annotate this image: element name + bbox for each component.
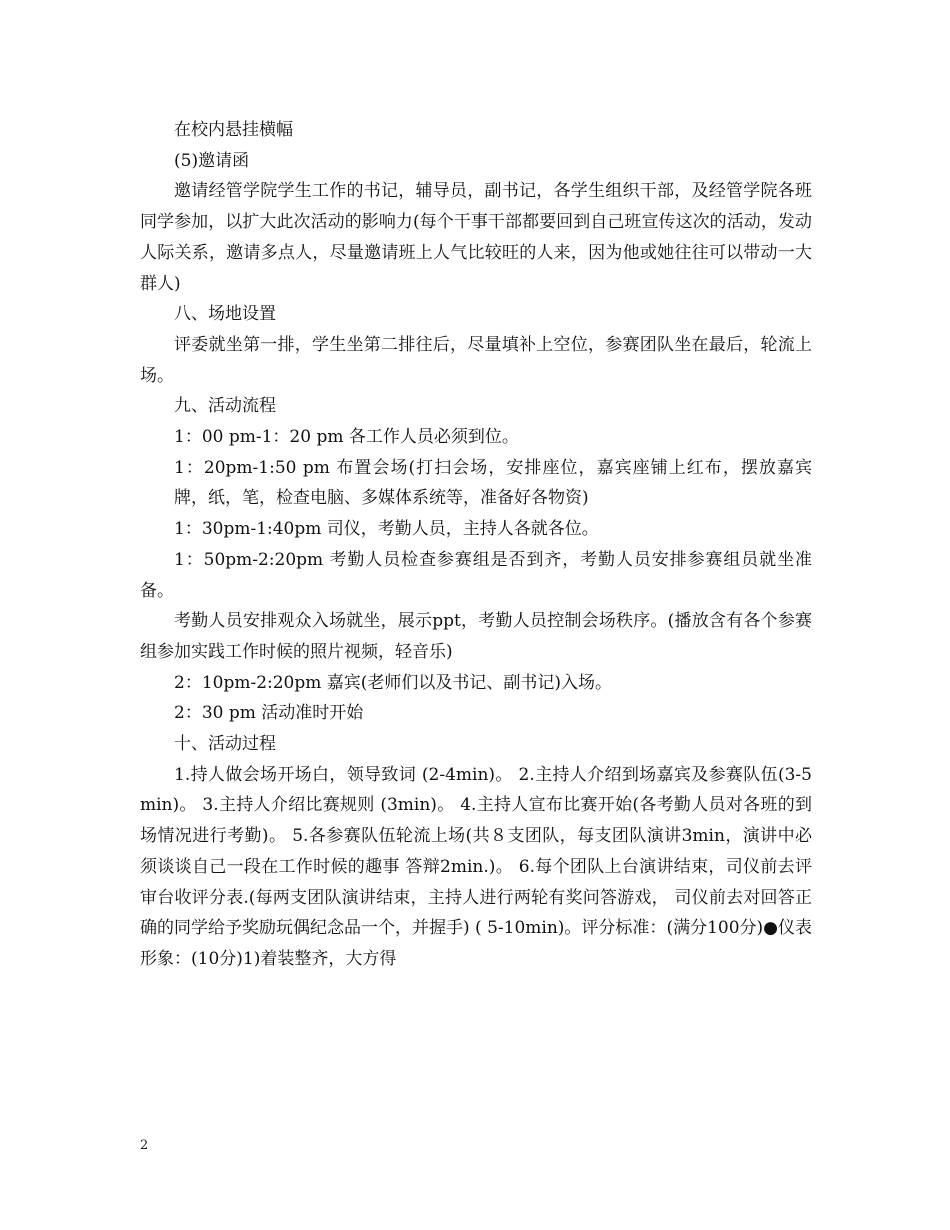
schedule-item-3: 1：30pm-1:40pm 司仪，考勤人员，主持人各就各位。 — [174, 519, 599, 540]
schedule-item-7: 2：30 pm 活动准时开始 — [174, 703, 364, 724]
paragraph-invitation-body: 邀请经管学院学生工作的书记，辅导员，副书记，各学生组织干部，及经管学院各班同学参加，以扩大此次活动的影响力(每个干事干部都要回到自己班宣传这次的活动，发动人际关系，邀请多点人，尽量邀请班上人气比较旺的人来，因为他或她往往可以带动一大群人) — [140, 181, 812, 294]
section-heading-venue: 八、场地设置 — [174, 304, 276, 325]
schedule-item-4: 1：50pm-2:20pm 考勤人员检查参赛组是否到齐，考勤人员安排参赛组员就坐准备。 — [140, 549, 812, 601]
section-heading-activity: 十、活动过程 — [174, 734, 276, 755]
paragraph-banner: 在校内悬挂横幅 — [174, 120, 293, 140]
paragraph-invitation-heading: (5)邀请函 — [174, 150, 250, 171]
paragraph-venue-body: 评委就坐第一排，学生坐第二排往后，尽量填补上空位，参赛团队坐在最后，轮流上场。 — [140, 334, 812, 386]
schedule-item-5: 考勤人员安排观众入场就坐，展示ppt，考勤人员控制会场秩序。(播放含有各个参赛组参加实践工作时候的照片视频，轻音乐) — [140, 611, 812, 662]
page-body — [140, 115, 812, 975]
section-heading-process: 九、活动流程 — [174, 396, 276, 417]
schedule-item-6: 2：10pm-2:20pm 嘉宾(老师们以及书记、副书记)入场。 — [174, 672, 613, 693]
schedule-item-1: 1：00 pm-1：20 pm 各工作人员必须到位。 — [174, 427, 519, 448]
page-number: 2 — [140, 1138, 149, 1153]
schedule-item-2: 1：20pm-1:50 pm 布置会场(打扫会场，安排座位，嘉宾座铺上红布，摆放嘉宾牌，纸，笔，检查电脑、多媒体系统等，准备好各物资) — [174, 457, 812, 509]
paragraph-activity-body: 1.持人做会场开场白，领导致词 (2-4min)。 2.主持人介绍到场嘉宾及参赛队伍(3-5min)。 3.主持人介绍比赛规则 (3min)。 4.主持人宣布比赛开始(各考勤人员对各班的到场情况进行考勤)。 5.各参赛队伍轮流上场(共８支团队，每支团队演讲3min，演讲中必须谈谈自己一段在工作时候的趣事 答辩2min.)。 6.每个团队上台演讲结束，司仪前去评审台收评分表.(每两支团队演讲结束，主持人进行两轮有奖问答游戏， 司仪前去对回答正确的同学给予奖励玩偶纪念品一个，并握手) ( 5-10min)。评分标准：(满分100分)●仪表形象：(10分)1)着装整齐，大方得 — [140, 764, 812, 969]
